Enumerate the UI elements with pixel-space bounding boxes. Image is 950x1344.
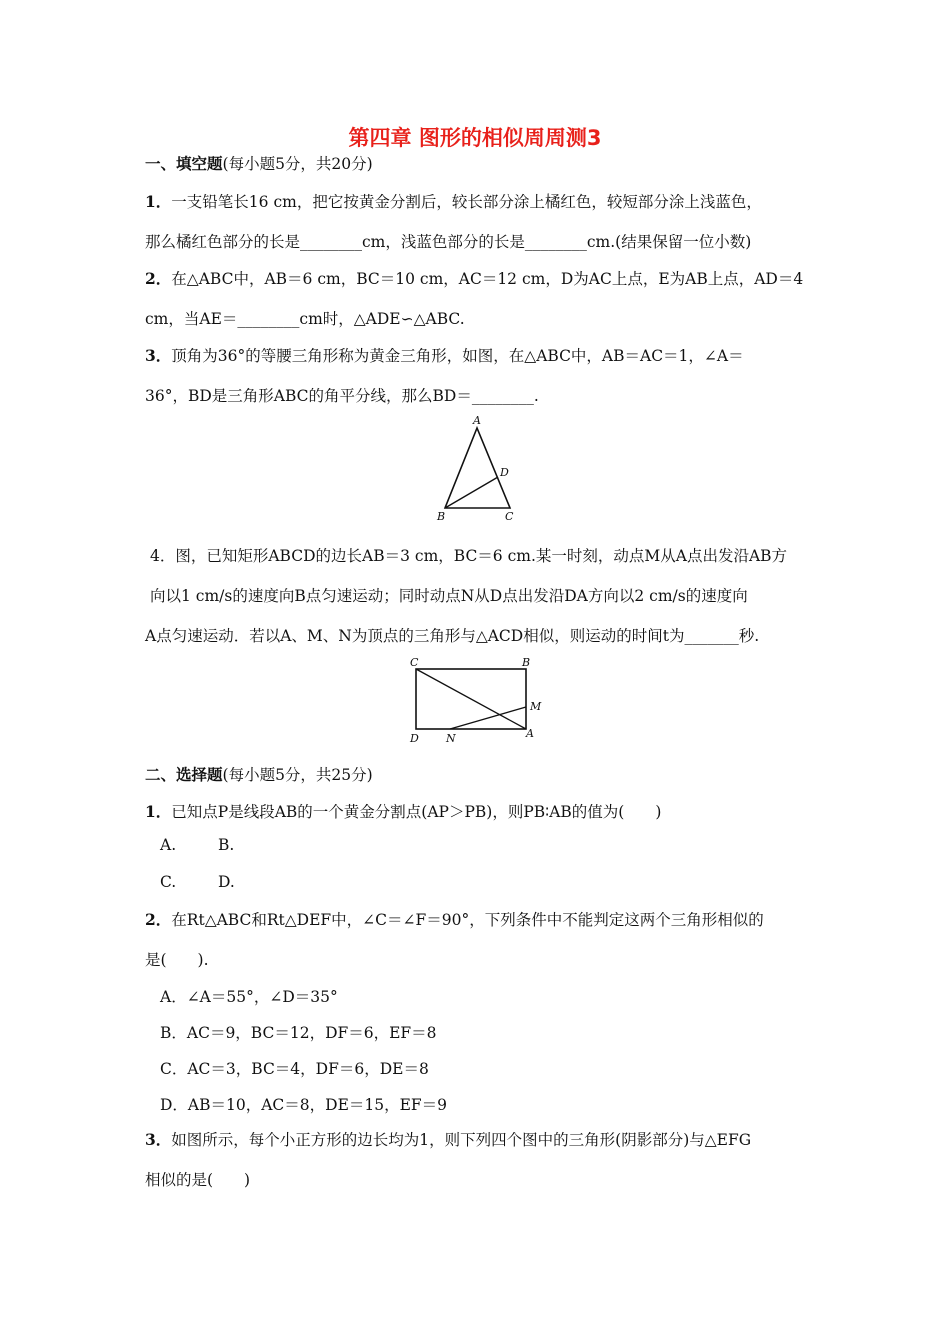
label-a: A bbox=[473, 414, 481, 427]
q4-line-1: 4．图，已知矩形ABCD的边长AB＝3 cm，BC＝6 cm.某一时刻，动点M从A点出发沿AB方 bbox=[150, 547, 788, 565]
c3-line-1 bbox=[145, 1128, 751, 1150]
c3-number: 3． bbox=[145, 1130, 172, 1149]
q4-line-3: A点匀速运动．若以A、M、N为顶点的三角形与△ACD相似，则运动的时间t为_______秒. bbox=[145, 627, 760, 645]
diagonal-ca bbox=[416, 669, 526, 729]
q4-line-2: 向以1 cm/s的速度向B点匀速运动；同时动点N从D点出发沿DA方向以2 cm/s的速度向 bbox=[150, 587, 748, 605]
c2-option-a: A．∠A＝55°，∠D＝35° bbox=[160, 988, 338, 1006]
q2-number: 2． bbox=[145, 269, 172, 288]
q1-text-1: 一支铅笔长16 cm，把它按黄金分割后，较长部分涂上橘红色，较短部分涂上浅蓝色， bbox=[171, 193, 762, 211]
q1-number: 1． bbox=[145, 192, 172, 211]
q3-number: 3． bbox=[145, 346, 172, 365]
c2-option-d: D．AB＝10，AC＝8，DE＝15，EF＝9 bbox=[160, 1096, 448, 1114]
c1-option-a: A. bbox=[160, 836, 177, 854]
section-2-note: (每小题5分，共25分) bbox=[222, 766, 373, 784]
section-1-note: (每小题5分，共20分) bbox=[222, 155, 373, 173]
c2-line-2: 是( ). bbox=[145, 951, 209, 969]
c1-number: 1． bbox=[145, 802, 172, 821]
label-b: B bbox=[437, 510, 446, 523]
q4-rectangle-figure bbox=[402, 655, 552, 745]
c2-number: 2． bbox=[145, 910, 172, 929]
c3-line-2: 相似的是( ) bbox=[145, 1171, 251, 1189]
q3-triangle-figure bbox=[430, 412, 530, 524]
label-d: D bbox=[500, 466, 509, 479]
c2-line-1 bbox=[145, 908, 764, 930]
label-m: M bbox=[530, 700, 542, 713]
c1-option-d: D. bbox=[218, 873, 235, 891]
q1-line-2: 那么橘红色部分的长是________cm，浅蓝色部分的长是________cm.(结果保留一位小数) bbox=[145, 233, 752, 251]
section-2-header bbox=[145, 763, 373, 785]
c1-text: 已知点P是线段AB的一个黄金分割点(AP＞PB)，则PB∶AB的值为( ) bbox=[171, 803, 662, 821]
label-n: N bbox=[446, 732, 456, 745]
page-title: 第四章 图形的相似周周测3 bbox=[348, 126, 602, 150]
c2-option-b: B．AC＝9，BC＝12，DF＝6，EF＝8 bbox=[160, 1024, 437, 1042]
c2-option-c: C．AC＝3，BC＝4，DF＝6，DE＝8 bbox=[160, 1060, 429, 1078]
segment-nm bbox=[450, 707, 526, 729]
label-c: C bbox=[505, 510, 514, 523]
q2-line-2: cm，当AE＝________cm时，△ADE∽△ABC. bbox=[145, 310, 465, 328]
label-d: D bbox=[410, 732, 419, 745]
q2-line-1 bbox=[145, 267, 803, 289]
q3-line-1 bbox=[145, 344, 744, 366]
section-2-heading: 二、选择题 bbox=[145, 766, 223, 784]
c1-option-b: B. bbox=[218, 836, 235, 854]
bisector-bd bbox=[445, 477, 498, 508]
label-b: B bbox=[522, 656, 531, 669]
section-1-header bbox=[145, 152, 373, 174]
c3-text-1: 如图所示，每个小正方形的边长均为1，则下列四个图中的三角形(阴影部分)与△EFG bbox=[171, 1131, 752, 1149]
q1-line-1 bbox=[145, 190, 762, 212]
label-c: C bbox=[410, 656, 419, 669]
q3-text-1: 顶角为36°的等腰三角形称为黄金三角形，如图，在△ABC中，AB＝AC＝1，∠A＝ bbox=[171, 347, 744, 365]
c1-option-c: C. bbox=[160, 873, 177, 891]
q2-text-1: 在△ABC中，AB＝6 cm，BC＝10 cm，AC＝12 cm，D为AC上点，E为AB上点，AD＝4 bbox=[171, 270, 804, 288]
q3-line-2: 36°，BD是三角形ABC的角平分线，那么BD＝________. bbox=[145, 387, 539, 405]
c2-text-1: 在Rt△ABC和Rt△DEF中，∠C＝∠F＝90°，下列条件中不能判定这两个三角形相似的 bbox=[171, 911, 764, 929]
section-1-heading: 一、填空题 bbox=[145, 155, 223, 173]
label-a: A bbox=[526, 727, 534, 740]
c1-line bbox=[145, 800, 661, 822]
